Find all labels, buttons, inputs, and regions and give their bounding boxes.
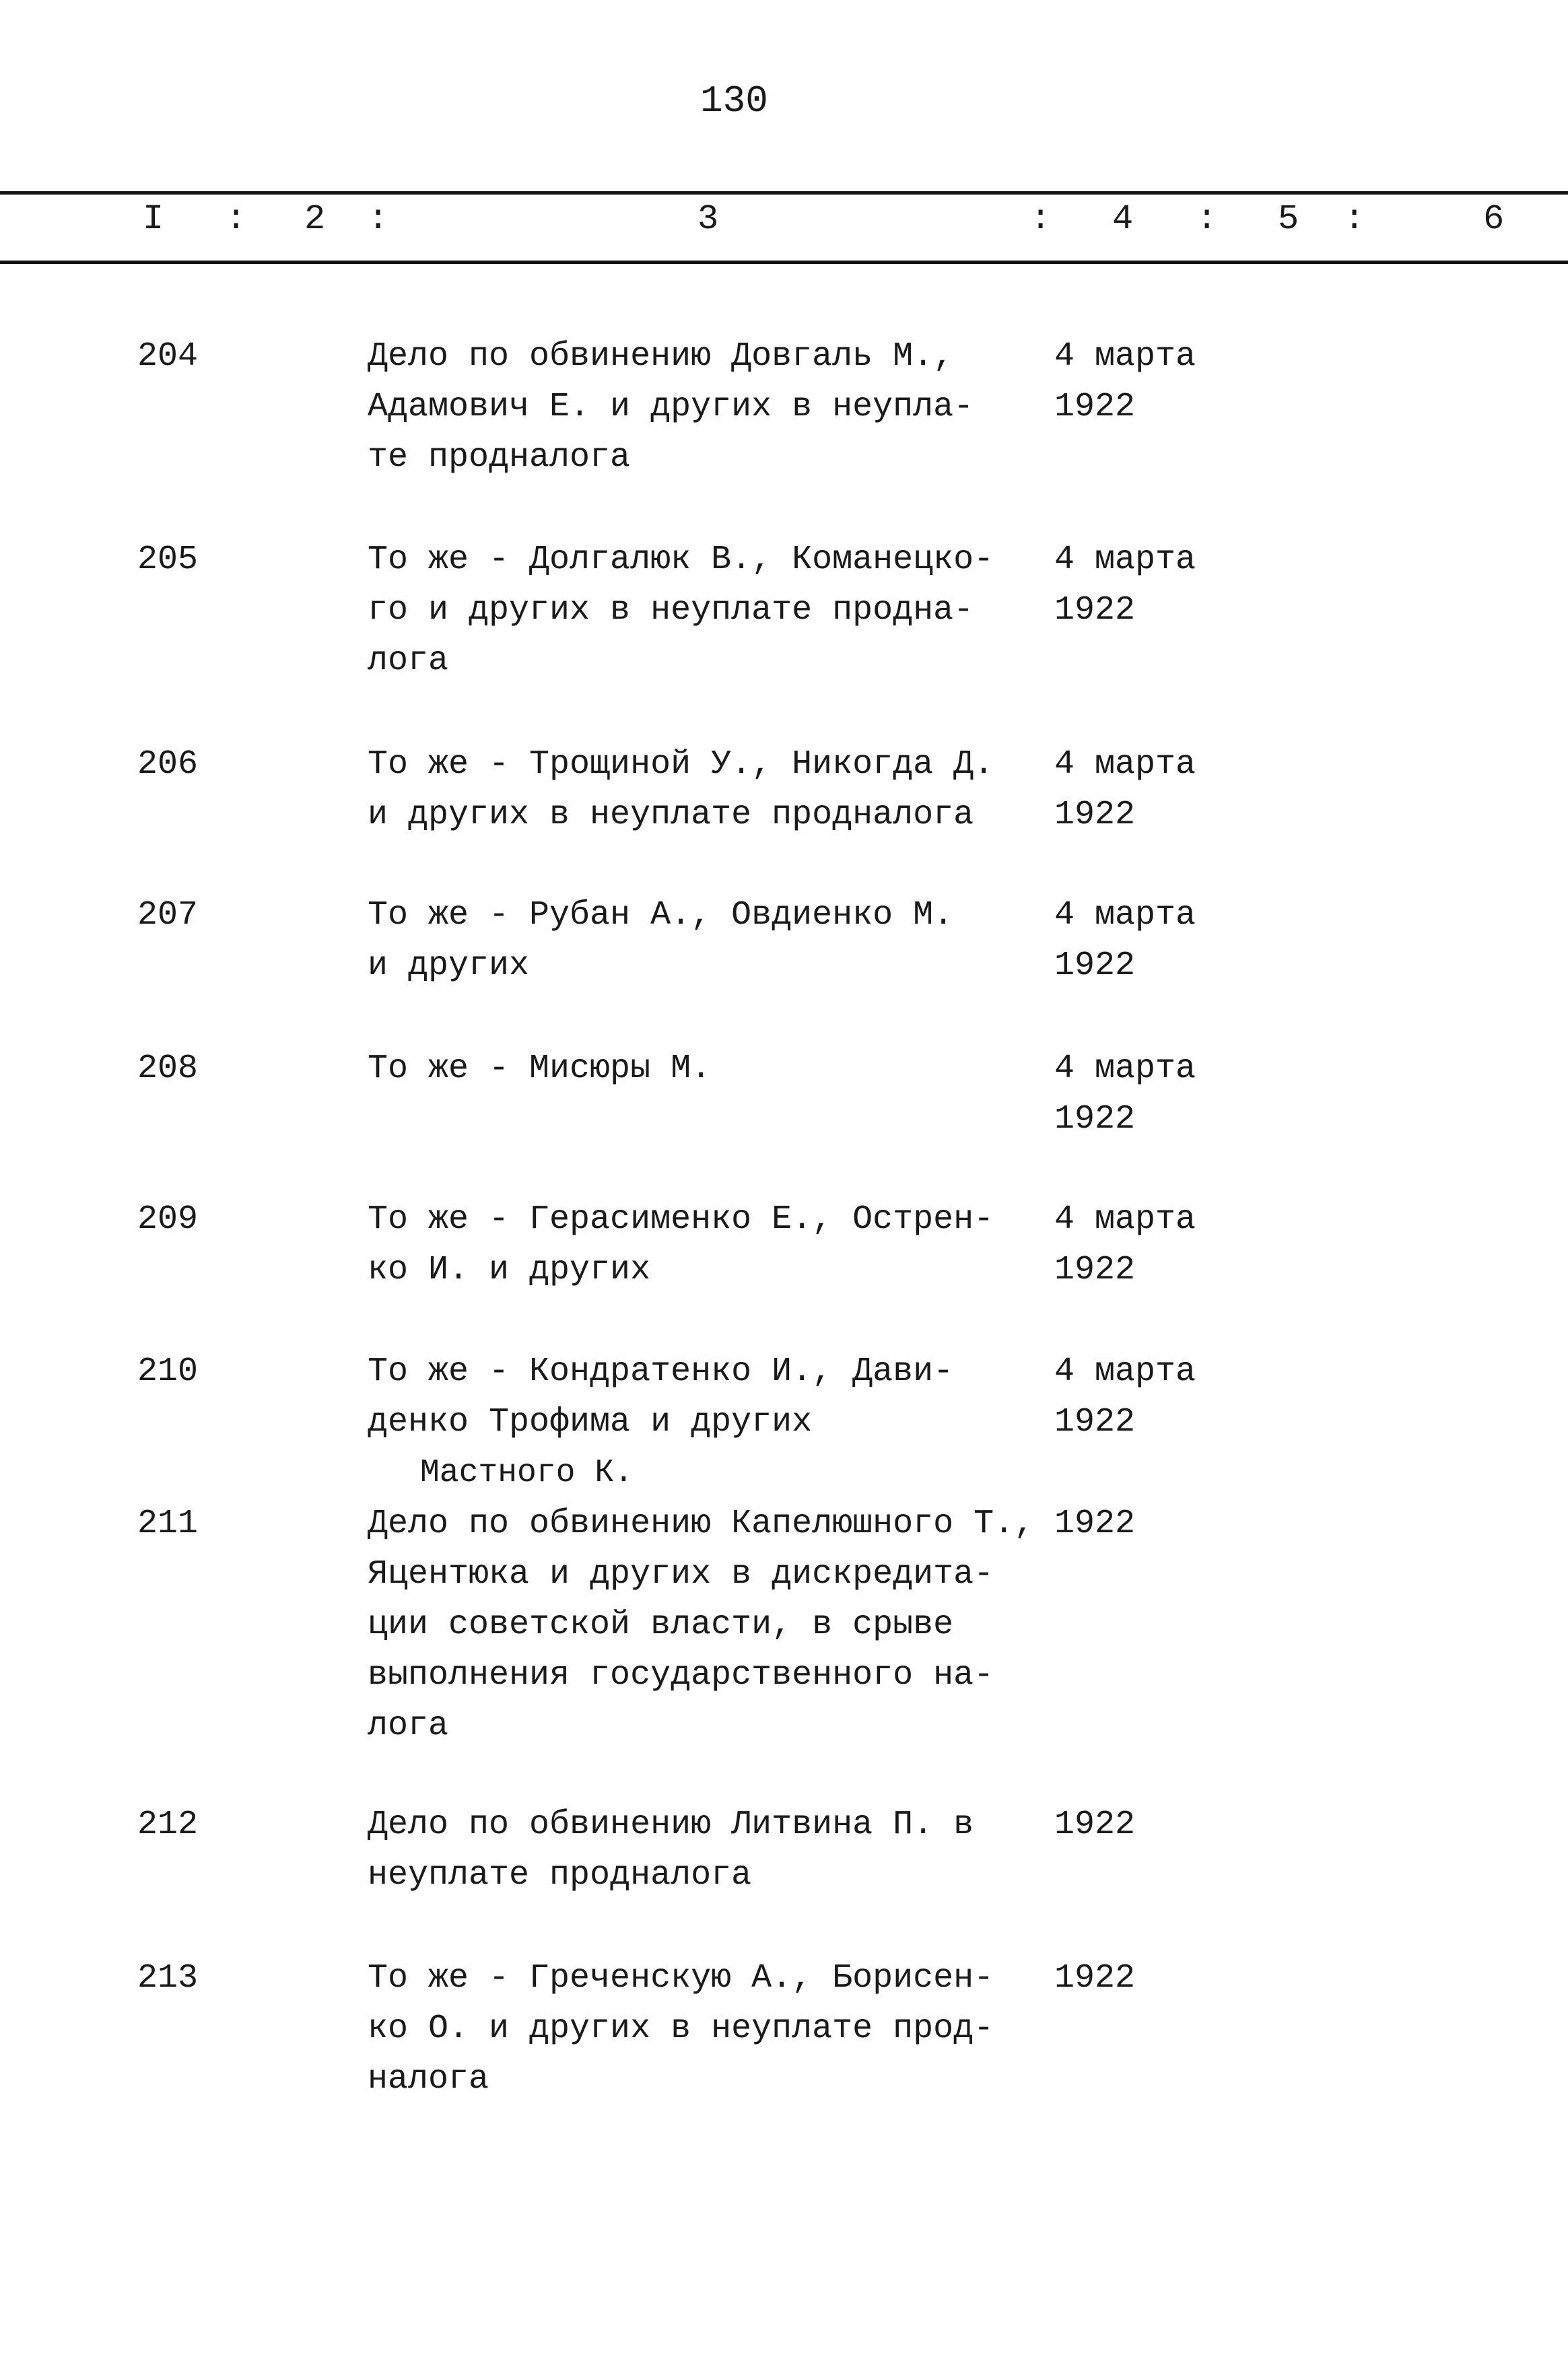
header-bottom-rule	[0, 261, 1568, 264]
typed-insertion: Мастного К.	[420, 1455, 634, 1491]
row-number: 207	[137, 896, 199, 934]
row-date: 1922	[1054, 1959, 1136, 1997]
row-number: 204	[137, 337, 199, 376]
col-sep: :	[1030, 199, 1052, 239]
row-date: 4 марта 1922	[1054, 1200, 1196, 1289]
row-number: 208	[137, 1050, 199, 1088]
row-number: 212	[137, 1806, 199, 1844]
row-description: Дело по обвинению Литвина П. в неуплате продналога	[368, 1806, 974, 1894]
row-number: 213	[137, 1959, 199, 1997]
col-sep: :	[226, 199, 247, 239]
row-description: То же - Трощиной У., Никогда Д. и других в неуплате продналога	[368, 745, 994, 834]
row-description: То же - Мисюры М.	[368, 1050, 712, 1088]
row-description: То же - Долгалюк В., Команецко- го и других в неуплате продна- лога	[368, 541, 994, 680]
col-4: 4	[1112, 199, 1134, 239]
page-number: 130	[700, 79, 768, 123]
row-number: 206	[137, 745, 199, 784]
row-number: 209	[137, 1200, 199, 1239]
col-3: 3	[697, 199, 719, 239]
row-date: 4 марта 1922	[1054, 541, 1196, 629]
row-date: 1922	[1054, 1806, 1136, 1844]
row-date: 4 марта 1922	[1054, 1353, 1196, 1441]
row-description: То же - Рубан А., Овдиенко М. и других	[368, 896, 954, 985]
header-top-rule	[0, 191, 1568, 195]
col-sep: :	[368, 199, 389, 239]
col-1: I	[143, 199, 164, 239]
col-sep: :	[1344, 199, 1365, 239]
row-number: 211	[137, 1505, 199, 1543]
row-number: 210	[137, 1353, 199, 1391]
row-description: Дело по обвинению Капелюшного Т., Яцентюка и других в дискредита- ции советской власти, в срыве выполнения государственного на- лога	[368, 1505, 1035, 1745]
row-date: 4 марта 1922	[1054, 1050, 1196, 1138]
col-5: 5	[1278, 199, 1299, 239]
row-date: 4 марта 1922	[1054, 745, 1196, 834]
row-number: 205	[137, 541, 199, 579]
col-6: 6	[1483, 199, 1505, 239]
row-date: 4 марта 1922	[1054, 896, 1196, 985]
row-description: Дело по обвинению Довгаль М., Адамович Е. и других в неупла- те продналога	[368, 337, 974, 477]
row-date: 4 марта 1922	[1054, 337, 1196, 426]
row-description: То же - Греченскую А., Борисен- ко О. и других в неуплате прод- налога	[368, 1959, 994, 2098]
row-description: То же - Кондратенко И., Дави- денко Трофима и других	[368, 1353, 954, 1441]
row-description: То же - Герасименко Е., Острен- ко И. и других	[368, 1200, 994, 1289]
col-2: 2	[304, 199, 326, 239]
row-date: 1922	[1054, 1505, 1136, 1543]
col-sep: :	[1196, 199, 1218, 239]
